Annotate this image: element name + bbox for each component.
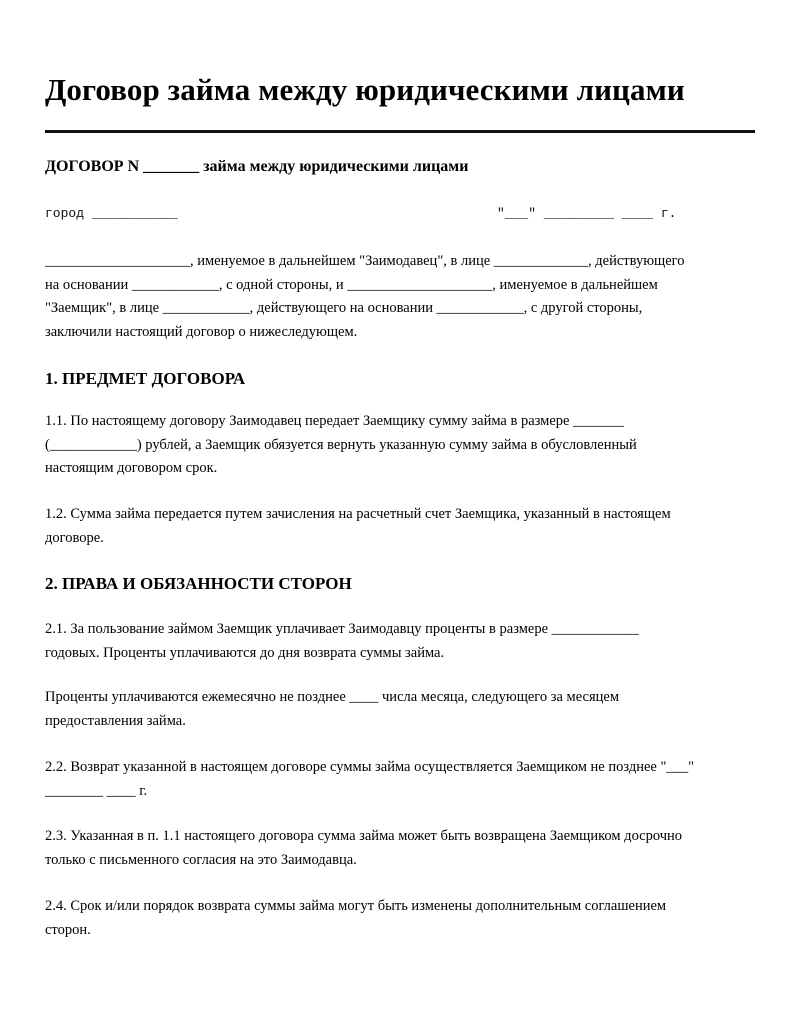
clause-2-3 xyxy=(45,825,682,872)
text-line: только с письменного согласия на это Заимодавца. xyxy=(45,851,357,868)
clause-interest-payment xyxy=(45,686,619,733)
document-title: Договор займа между юридическими лицами xyxy=(45,72,685,107)
text-line: "Заемщик", в лице ____________, действующего на основании ____________, с другой стороны, xyxy=(45,300,643,316)
text-line: 1.2. Сумма займа передается путем зачисления на расчетный счет Заемщика, указанный в настоящем xyxy=(45,506,671,522)
city-field: город ___________ xyxy=(45,206,178,221)
text-line: (____________) рублей, а Заемщик обязуется вернуть указанную сумму займа в обусловленный xyxy=(45,436,637,453)
date-field: "___" _________ ____ г. xyxy=(497,206,677,221)
clause-1-1 xyxy=(45,410,637,481)
text-line: годовых. Проценты уплачиваются до дня возврата суммы займа. xyxy=(45,644,445,661)
text-line: 2.4. Срок и/или порядок возврата суммы займа могут быть изменены дополнительным соглашением xyxy=(45,898,667,914)
clause-1-2 xyxy=(45,503,671,550)
text-line: 2.2. Возврат указанной в настоящем договоре суммы займа осуществляется Заемщиком не позднее "___" xyxy=(45,759,695,775)
text-line: заключили настоящий договор о нижеследующем. xyxy=(45,323,358,340)
section-heading-rights: 2. ПРАВА И ОБЯЗАННОСТИ СТОРОН xyxy=(45,574,352,593)
text-line: договоре. xyxy=(45,529,104,546)
text-line: ________ ____ г. xyxy=(45,782,148,799)
text-line: Проценты уплачиваются ежемесячно не позднее ____ числа месяца, следующего за месяцем xyxy=(45,689,620,705)
title-divider xyxy=(45,130,755,133)
clause-2-1 xyxy=(45,618,639,665)
text-line: настоящим договором срок. xyxy=(45,460,218,476)
text-line: сторон. xyxy=(45,921,91,938)
text-line: 2.1. За пользование займом Заемщик уплачивает Заимодавцу проценты в размере ____________ xyxy=(45,621,639,637)
contract-heading: ДОГОВОР N _______ займа между юридическими лицами xyxy=(45,158,469,175)
text-line: ____________________, именуемое в дальнейшем "Заимодавец", в лице _____________, действующего xyxy=(45,253,685,269)
text-line: 2.3. Указанная в п. 1.1 настоящего договора сумма займа может быть возвращена Заемщиком досрочно xyxy=(45,828,683,844)
text-line: на основании ____________, с одной стороны, и ____________________, именуемое в дальнейшем xyxy=(45,276,658,293)
section-heading-subject: 1. ПРЕДМЕТ ДОГОВОРА xyxy=(45,369,246,388)
preamble-paragraph xyxy=(45,250,685,344)
clause-2-2 xyxy=(45,756,694,803)
clause-2-4 xyxy=(45,895,666,942)
text-line: предоставления займа. xyxy=(45,712,186,729)
text-line: 1.1. По настоящему договору Заимодавец передает Заемщику сумму займа в размере _______ xyxy=(45,413,624,429)
